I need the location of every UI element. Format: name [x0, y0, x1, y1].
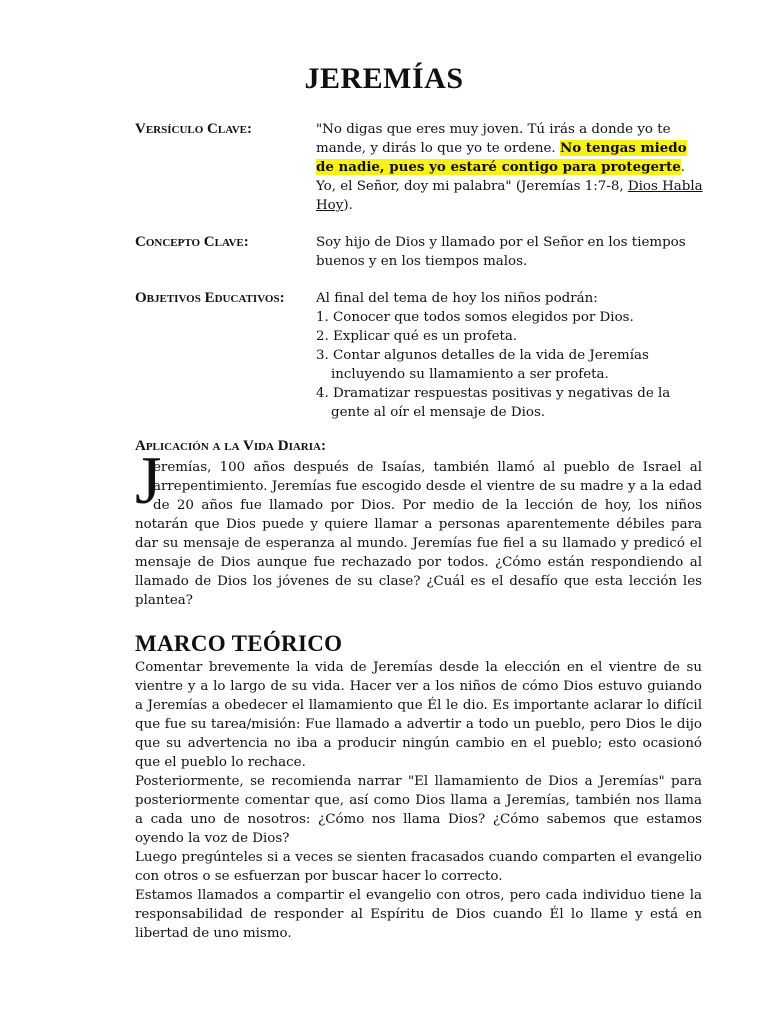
- application-label: Aplicación a la Vida Diaria:: [135, 438, 326, 454]
- objectives-list: [316, 308, 708, 422]
- key-concept-text: Soy hijo de Dios y llamado por el Señor en los tiempos buenos y en los tiempos malos.: [316, 235, 686, 269]
- marco-body: [135, 658, 702, 943]
- key-verse-highlight: No tengas miedo de nadie, pues yo estaré contigo para protegerte: [316, 140, 687, 175]
- objective-item: 2. Explicar qué es un profeta.: [316, 329, 518, 344]
- key-verse-text-before: "No digas que eres muy joven. Tú irás a donde yo te mande, y dirás lo que yo te ordene.: [316, 122, 671, 156]
- key-concept-label: Concepto Clave:: [135, 234, 249, 250]
- key-verse-text: [316, 120, 708, 215]
- application-paragraph: [135, 458, 702, 610]
- marco-paragraph: Luego pregúnteles si a veces se sienten fracasados cuando comparten el evangelio con otros o se esfuerzan por buscar hacer lo correcto.: [135, 850, 702, 884]
- key-verse-label: Versículo Clave:: [135, 121, 253, 137]
- objectives-intro: Al final del tema de hoy los niños podrán:: [316, 291, 598, 306]
- application-text: eremías, 100 años después de Isaías, también llamó al pueblo de Israel al arrepentimiento. Jeremías fue escogido desde el vientre de su madre y a la edad de 20 años fue llamado por Dios. Por medio de la lección de hoy, los niños notarán que Dios puede y quiere llamar a personas aparentemente débiles para dar su mensaje de esperanza al mundo. Jeremías fue fiel a su llamado y predicó el mensaje de Dios aunque fue rechazado por todos. ¿Cómo están respondiendo al llamado de Dios los jóvenes de su clase? ¿Cuál es el desafío que esta lección les plantea?: [135, 460, 702, 608]
- page-title: JEREMÍAS: [304, 62, 464, 95]
- marco-paragraph: Comentar brevemente la vida de Jeremías desde la elección en el vientre de su vientre y a lo largo de su vida. Hacer ver a los niños de cómo Dios estuvo guiando a Jeremías a obedecer el llamamiento que Él le dio. Es importante aclarar lo difícil que fue su tarea/misión: Fue llamado a advertir a todo un pueblo, pero Dios le dijo que su advertencia no iba a producir ningún cambio en el pueblo; esto ocasionó que el pueblo lo rechace.: [135, 660, 702, 770]
- marco-paragraph: Estamos llamados a compartir el evangelio con otros, pero cada individuo tiene la responsabilidad de responder al Espíritu de Dios cuando Él lo llame y está en libertad de uno mismo.: [135, 888, 702, 941]
- objectives-content: [316, 289, 708, 422]
- drop-cap-spacer: [135, 458, 153, 508]
- section-heading-marco: MARCO TEÓRICO: [135, 631, 343, 656]
- key-verse-close: ).: [343, 198, 353, 213]
- key-verse-text-after: . Yo, el Señor, doy mi palabra" (Jeremías 1:7-8,: [316, 160, 686, 194]
- marco-paragraph: Posteriormente, se recomienda narrar "El llamamiento de Dios a Jeremías" para posteriormente comentar que, así como Dios llama a Jeremías, también nos llama a cada uno de nosotros: ¿Cómo nos llama Dios? ¿Cómo sabemos que estamos oyendo la voz de Dios?: [135, 774, 702, 846]
- bible-version-link[interactable]: Dios Habla Hoy: [316, 179, 703, 213]
- drop-cap: J: [135, 442, 162, 518]
- objective-item: 3. Contar algunos detalles de la vida de Jeremías incluyendo su llamamiento a ser profeta.: [316, 348, 649, 382]
- objective-item: 4. Dramatizar respuestas positivas y negativas de la gente al oír el mensaje de Dios.: [316, 386, 671, 420]
- objectives-label: Objetivos Educativos:: [135, 290, 285, 306]
- objective-item: 1. Conocer que todos somos elegidos por Dios.: [316, 310, 634, 325]
